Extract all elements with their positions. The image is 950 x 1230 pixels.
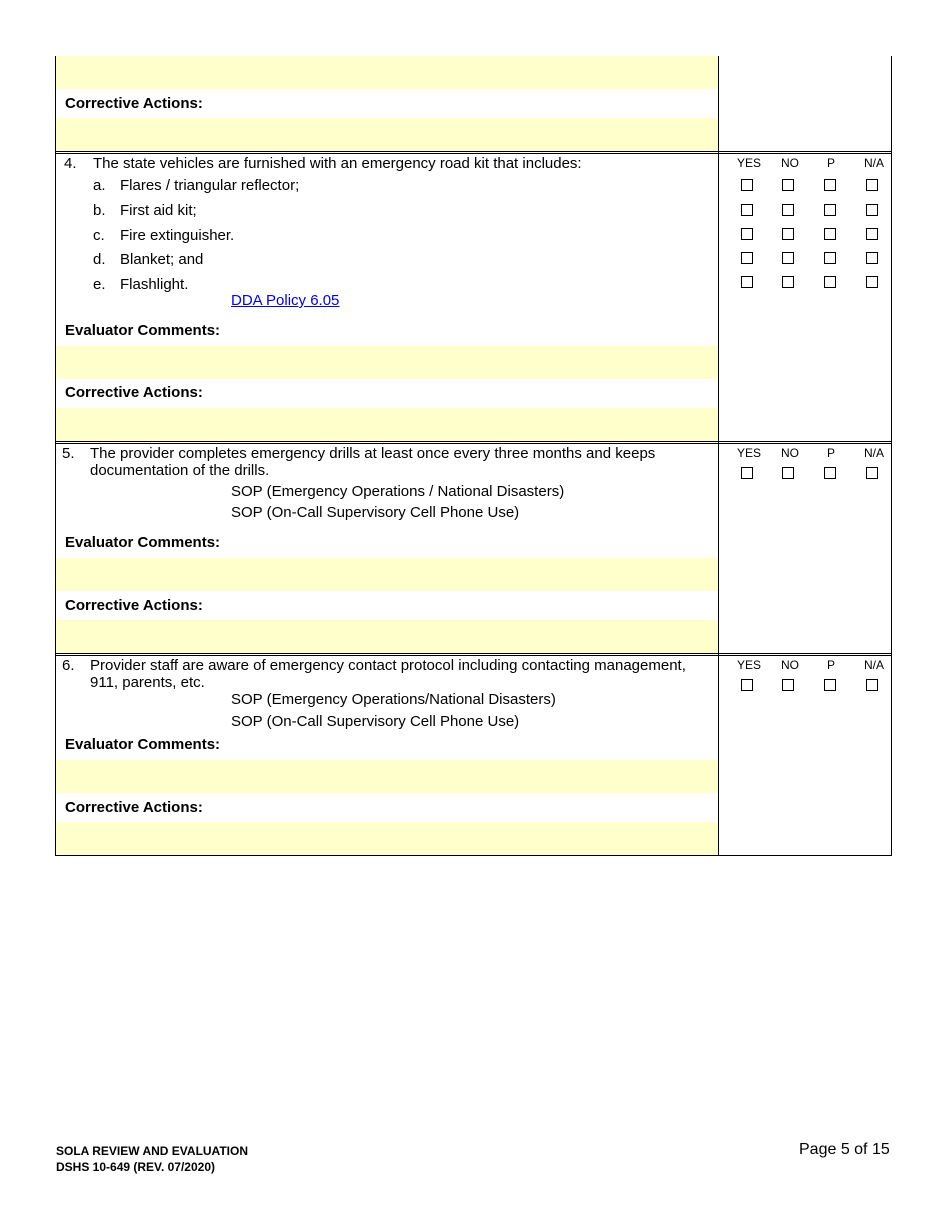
- checkbox-na[interactable]: [866, 252, 878, 264]
- checkbox-no[interactable]: [782, 179, 794, 191]
- checkbox-no[interactable]: [782, 679, 794, 691]
- corrective-actions-field[interactable]: [56, 620, 718, 653]
- evaluator-comments-label: Evaluator Comments:: [65, 736, 221, 753]
- prev-corrective-actions-field[interactable]: [56, 118, 718, 151]
- subitem-letter: e.: [93, 276, 106, 293]
- subitem-letter: a.: [93, 177, 106, 194]
- evaluator-comments-field[interactable]: [56, 346, 718, 379]
- subitem-letter: c.: [93, 227, 105, 244]
- corrective-actions-field[interactable]: [56, 822, 718, 855]
- checkbox-p[interactable]: [824, 204, 836, 216]
- corrective-actions-label: Corrective Actions:: [65, 799, 203, 816]
- header-na: N/A: [863, 446, 884, 460]
- header-na: N/A: [863, 156, 884, 170]
- item-number: 5.: [62, 445, 75, 462]
- corrective-actions-field[interactable]: [56, 408, 718, 441]
- checkbox-p[interactable]: [824, 228, 836, 240]
- header-no: NO: [781, 446, 799, 460]
- subitem-letter: d.: [93, 251, 106, 268]
- item-number: 6.: [62, 657, 75, 674]
- checkbox-na[interactable]: [866, 179, 878, 191]
- sop-reference: SOP (On-Call Supervisory Cell Phone Use): [231, 713, 520, 730]
- dda-policy-link[interactable]: DDA Policy 6.05: [231, 292, 340, 309]
- checkbox-no[interactable]: [782, 204, 794, 216]
- header-p: P: [826, 446, 835, 460]
- subitem-letter: b.: [93, 202, 106, 219]
- checkbox-na[interactable]: [866, 204, 878, 216]
- checkbox-na[interactable]: [866, 228, 878, 240]
- header-yes: YES: [736, 658, 761, 672]
- subitem-text: Fire extinguisher.: [120, 227, 235, 244]
- checkbox-no[interactable]: [782, 467, 794, 479]
- evaluator-comments-field[interactable]: [56, 558, 718, 591]
- sop-reference: SOP (Emergency Operations/National Disasters): [231, 691, 556, 708]
- checkbox-p[interactable]: [824, 252, 836, 264]
- evaluator-comments-field[interactable]: [56, 760, 718, 793]
- header-p: P: [826, 156, 835, 170]
- checkbox-p[interactable]: [824, 276, 836, 288]
- form-title: SOLA REVIEW AND EVALUATION: [56, 1144, 248, 1158]
- checkbox-yes[interactable]: [741, 228, 753, 240]
- subitem-text: Flashlight.: [120, 276, 189, 293]
- checkbox-yes[interactable]: [741, 276, 753, 288]
- checkbox-yes[interactable]: [741, 179, 753, 191]
- page-number: Page 5 of 15: [799, 1141, 890, 1158]
- evaluator-comments-label: Evaluator Comments:: [65, 534, 221, 551]
- checkbox-yes[interactable]: [741, 252, 753, 264]
- subitem-text: Blanket; and: [120, 251, 204, 268]
- checkbox-no[interactable]: [782, 252, 794, 264]
- subitem-text: First aid kit;: [120, 202, 197, 219]
- corrective-actions-label: Corrective Actions:: [65, 384, 203, 401]
- checkbox-yes[interactable]: [741, 679, 753, 691]
- header-na: N/A: [863, 658, 884, 672]
- corrective-actions-label: Corrective Actions:: [65, 597, 203, 614]
- checkbox-p[interactable]: [824, 179, 836, 191]
- header-no: NO: [781, 658, 799, 672]
- checkbox-p[interactable]: [824, 467, 836, 479]
- header-yes: YES: [736, 156, 761, 170]
- checkbox-na[interactable]: [866, 467, 878, 479]
- item-question: Provider staff are aware of emergency contact protocol including contacting management, 911, parents, etc.: [90, 657, 686, 691]
- form-number: DSHS 10-649 (REV. 07/2020): [56, 1160, 215, 1174]
- prev-corrective-actions-label: Corrective Actions:: [65, 95, 203, 112]
- checkbox-na[interactable]: [866, 679, 878, 691]
- sop-reference: SOP (On-Call Supervisory Cell Phone Use): [231, 504, 520, 521]
- checkbox-no[interactable]: [782, 276, 794, 288]
- checkbox-yes[interactable]: [741, 467, 753, 479]
- subitem-text: Flares / triangular reflector;: [120, 177, 300, 194]
- item-question: The state vehicles are furnished with an emergency road kit that includes:: [93, 155, 582, 172]
- item-question: The provider completes emergency drills at least once every three months and keeps documentation of the drills.: [90, 445, 656, 479]
- checkbox-na[interactable]: [866, 276, 878, 288]
- checkbox-yes[interactable]: [741, 204, 753, 216]
- checkbox-p[interactable]: [824, 679, 836, 691]
- evaluator-comments-label: Evaluator Comments:: [65, 322, 221, 339]
- prev-evaluator-comments-field[interactable]: [56, 56, 718, 89]
- header-no: NO: [781, 156, 799, 170]
- header-p: P: [826, 658, 835, 672]
- item-number: 4.: [64, 155, 77, 172]
- sop-reference: SOP (Emergency Operations / National Disasters): [231, 483, 565, 500]
- header-yes: YES: [736, 446, 761, 460]
- checkbox-no[interactable]: [782, 228, 794, 240]
